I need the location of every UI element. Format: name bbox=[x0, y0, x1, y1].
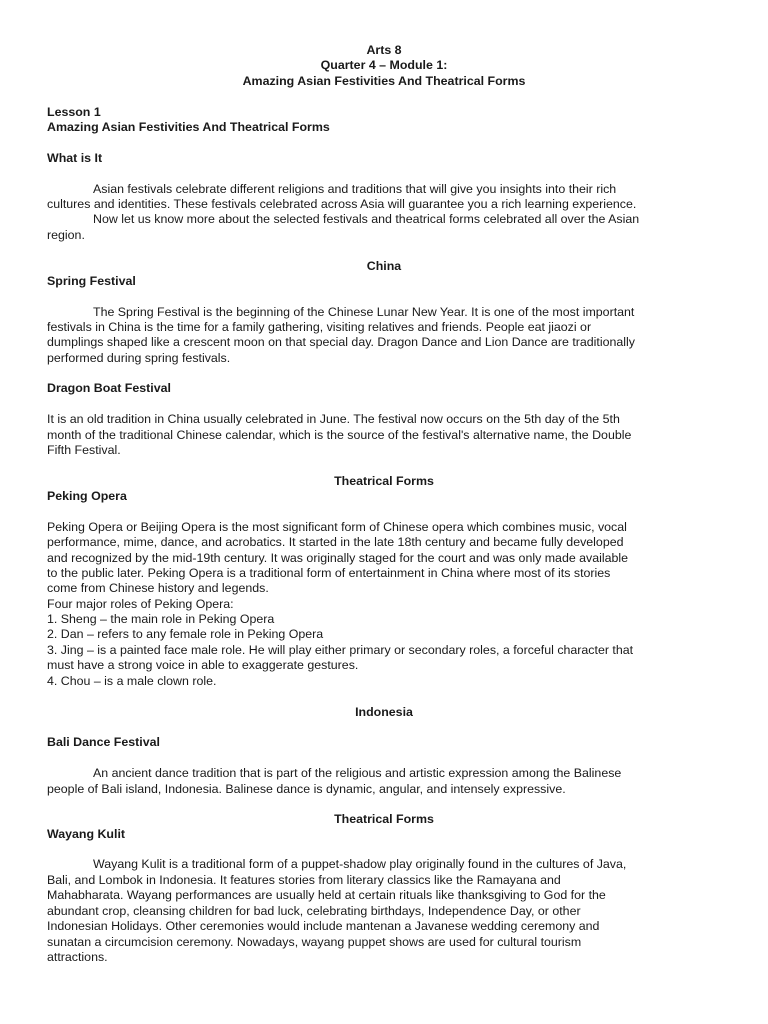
wayang-kulit-title: Wayang Kulit bbox=[47, 827, 126, 841]
paragraph-line: Indonesian Holidays. Other ceremonies would include mantenan a Javanese wedding ceremony and bbox=[47, 919, 600, 933]
bali-dance-title: Bali Dance Festival bbox=[47, 735, 160, 749]
list-item: 3. Jing – is a painted face male role. He will play either primary or secondary roles, a forceful character that bbox=[47, 643, 634, 657]
paragraph-line: cultures and identities. These festivals celebrated across Asia will guarantee you a rich learning experience. bbox=[47, 197, 637, 211]
paragraph-line: Asian festivals celebrate different religions and traditions that will give you insights into their rich bbox=[93, 182, 617, 196]
paragraph-line: attractions. bbox=[47, 950, 108, 964]
lesson-title: Amazing Asian Festivities And Theatrical Forms bbox=[47, 120, 330, 134]
paragraph-line: come from Chinese history and legends. bbox=[47, 581, 269, 595]
paragraph-line: people of Bali island, Indonesia. Balinese dance is dynamic, angular, and intensely expressive. bbox=[47, 782, 566, 796]
list-item: 2. Dan – refers to any female role in Peking Opera bbox=[47, 627, 324, 641]
peking-opera-title: Peking Opera bbox=[47, 489, 127, 503]
lesson-number: Lesson 1 bbox=[47, 105, 101, 119]
what-is-it-heading: What is It bbox=[47, 151, 103, 165]
list-item: 1. Sheng – the main role in Peking Opera bbox=[47, 612, 275, 626]
paragraph-line: It is an old tradition in China usually celebrated in June. The festival now occurs on the 5th day of the 5th bbox=[47, 412, 620, 426]
spring-festival-title: Spring Festival bbox=[47, 274, 136, 288]
roles-intro: Four major roles of Peking Opera: bbox=[47, 597, 234, 611]
quarter-module: Quarter 4 – Module 1: bbox=[320, 58, 448, 72]
paragraph-line: Wayang Kulit is a traditional form of a puppet-shadow play originally found in the cultures of Java, bbox=[93, 857, 627, 871]
paragraph-line: Fifth Festival. bbox=[47, 443, 121, 457]
paragraph-line: The Spring Festival is the beginning of the Chinese Lunar New Year. It is one of the most important bbox=[93, 305, 635, 319]
indonesia-heading: Indonesia bbox=[355, 705, 413, 719]
subject-title: Arts 8 bbox=[366, 43, 402, 57]
paragraph-line: An ancient dance tradition that is part of the religious and artistic expression among the Balinese bbox=[93, 766, 622, 780]
list-item: 4. Chou – is a male clown role. bbox=[47, 674, 217, 688]
china-heading: China bbox=[366, 259, 402, 273]
paragraph-line: festivals in China is the time for a family gathering, visiting relatives and friends. People eat jiaozi or bbox=[47, 320, 592, 334]
paragraph-line: region. bbox=[47, 228, 85, 242]
paragraph-line: to the public later. Peking Opera is a traditional form of entertainment in China where most of its stories bbox=[47, 566, 611, 580]
list-item: must have a strong voice in able to exaggerate gestures. bbox=[47, 658, 359, 672]
dragon-boat-title: Dragon Boat Festival bbox=[47, 381, 171, 395]
theatrical-forms-heading: Theatrical Forms bbox=[334, 812, 434, 826]
module-title: Amazing Asian Festivities And Theatrical Forms bbox=[242, 74, 526, 88]
paragraph-line: and recognized by the mid-19th century. It was originally staged for the court and was only made available bbox=[47, 551, 629, 565]
paragraph-line: sunatan a circumcision ceremony. Nowadays, wayang puppet shows are used for cultural tourism bbox=[47, 935, 582, 949]
paragraph-line: Now let us know more about the selected festivals and theatrical forms celebrated all over the Asian bbox=[93, 212, 640, 226]
paragraph-line: Bali, and Lombok in Indonesia. It features stories from literary classics like the Ramayana and bbox=[47, 873, 561, 887]
paragraph-line: Mahabharata. Wayang performances are usually held at certain rituals like thanksgiving to God for the bbox=[47, 888, 606, 902]
paragraph-line: month of the traditional Chinese calendar, which is the source of the festival's alternative name, the Double bbox=[47, 428, 632, 442]
paragraph-line: performed during spring festivals. bbox=[47, 351, 231, 365]
theatrical-forms-heading: Theatrical Forms bbox=[334, 474, 434, 488]
paragraph-line: performance, mime, dance, and acrobatics. It started in the late 18th century and became fully developed bbox=[47, 535, 624, 549]
paragraph-line: Peking Opera or Beijing Opera is the most significant form of Chinese opera which combines music, vocal bbox=[47, 520, 627, 534]
paragraph-line: abundant crop, cleansing children for bad luck, celebrating birthdays, Independence Day, or other bbox=[47, 904, 581, 918]
paragraph-line: dumplings shaped like a crescent moon on that special day. Dragon Dance and Lion Dance are traditionally bbox=[47, 335, 635, 349]
